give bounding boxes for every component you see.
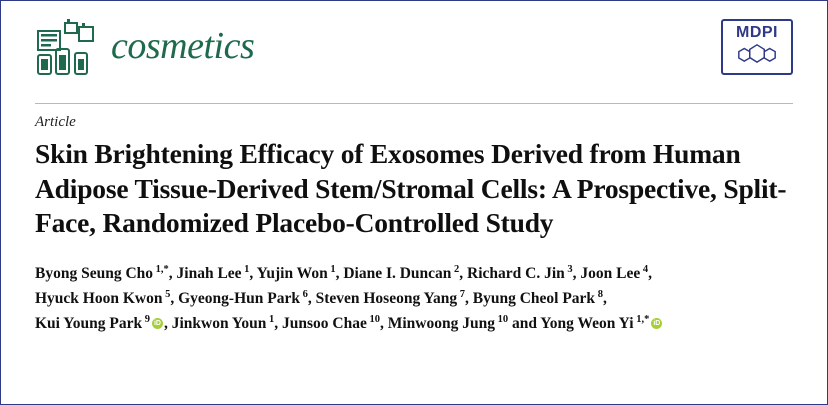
author-name[interactable]: Byung Cheol Park bbox=[472, 290, 596, 308]
page-title: Skin Brightening Efficacy of Exosomes Derived from Human Adipose Tissue-Derived Stem/Stromal Cells: A Prospective, Split-Face, Randomized Placebo-Controlled Study bbox=[35, 138, 787, 239]
author-affiliation-marker: 1 bbox=[327, 263, 336, 275]
author-name[interactable]: Yujin Won bbox=[256, 264, 328, 282]
mdpi-wordmark: MDPI bbox=[736, 24, 778, 41]
author-name[interactable]: Steven Hoseong Yang bbox=[315, 290, 458, 308]
author-list bbox=[35, 261, 793, 336]
mdpi-publisher-logo[interactable] bbox=[721, 19, 793, 75]
author-line: Kui Young Park $^9$ iD , Jinkwon Youn $^1$, Junsoo Chae $^{10}$, Minwoong Jung $^{10}$ and Yong Weon Yi $^{1,*}$iD bbox=[35, 311, 793, 336]
article-type-label: Article bbox=[35, 114, 76, 130]
author-name[interactable]: Minwoong Jung bbox=[387, 315, 495, 333]
author-affiliation-marker: 7 bbox=[457, 288, 465, 300]
orcid-icon[interactable] bbox=[651, 318, 662, 329]
cosmetics-bottles-logo-icon bbox=[35, 19, 97, 77]
author-affiliation-marker: 5 bbox=[162, 288, 171, 300]
author-affiliation-marker: 1 bbox=[266, 313, 275, 325]
journal-brand[interactable] bbox=[35, 19, 254, 77]
journal-title: cosmetics bbox=[111, 25, 255, 67]
author-affiliation-marker: 8 bbox=[595, 288, 603, 300]
author-line: Byong Seung Cho $^{1,*}$, Jinah Lee $^1$, Yujin Won $^1$, Diane I. Duncan $^2$, Richard C. Jin $^3$, Joon Lee $^4$, bbox=[35, 263, 653, 282]
author-name[interactable]: Hyuck Hoon Kwon bbox=[35, 290, 163, 308]
author-affiliation-marker: 6 bbox=[299, 288, 308, 300]
author-name[interactable]: Kui Young Park bbox=[35, 315, 143, 333]
orcid-icon[interactable] bbox=[152, 318, 163, 329]
author-line: Hyuck Hoon Kwon $^5$, Gyeong-Hun Park $^6$, Steven Hoseong Yang $^7$, Byung Cheol Park $^8$, bbox=[35, 288, 607, 308]
author-affiliation-marker: 4 bbox=[640, 263, 649, 275]
author-name[interactable]: Diane I. Duncan bbox=[343, 264, 452, 282]
header-divider bbox=[35, 103, 793, 104]
author-name[interactable]: Junsoo Chae bbox=[281, 315, 367, 333]
author-affiliation-marker: 1 bbox=[241, 263, 250, 275]
author-affiliation-marker: 10 bbox=[366, 313, 380, 325]
author-name[interactable]: Richard C. Jin bbox=[467, 264, 565, 282]
author-name[interactable]: Joon Lee bbox=[580, 264, 641, 282]
mdpi-hexagon-icon bbox=[735, 43, 779, 68]
author-name[interactable]: Jinah Lee bbox=[176, 264, 242, 282]
author-affiliation-marker: 2 bbox=[451, 263, 460, 275]
author-name[interactable]: Yong Weon Yi bbox=[540, 315, 634, 333]
author-affiliation-marker: 1,* bbox=[633, 313, 650, 325]
author-affiliation-marker: 9 bbox=[142, 313, 150, 325]
author-affiliation-marker: 3 bbox=[564, 263, 573, 275]
author-name[interactable]: Byong Seung Cho bbox=[35, 264, 154, 282]
author-affiliation-marker: 1,* bbox=[153, 263, 169, 275]
journal-header bbox=[35, 19, 793, 97]
author-name[interactable]: Gyeong-Hun Park bbox=[178, 290, 300, 308]
author-affiliation-marker: 10 bbox=[494, 313, 509, 325]
author-name[interactable]: Jinkwon Youn bbox=[171, 315, 267, 333]
